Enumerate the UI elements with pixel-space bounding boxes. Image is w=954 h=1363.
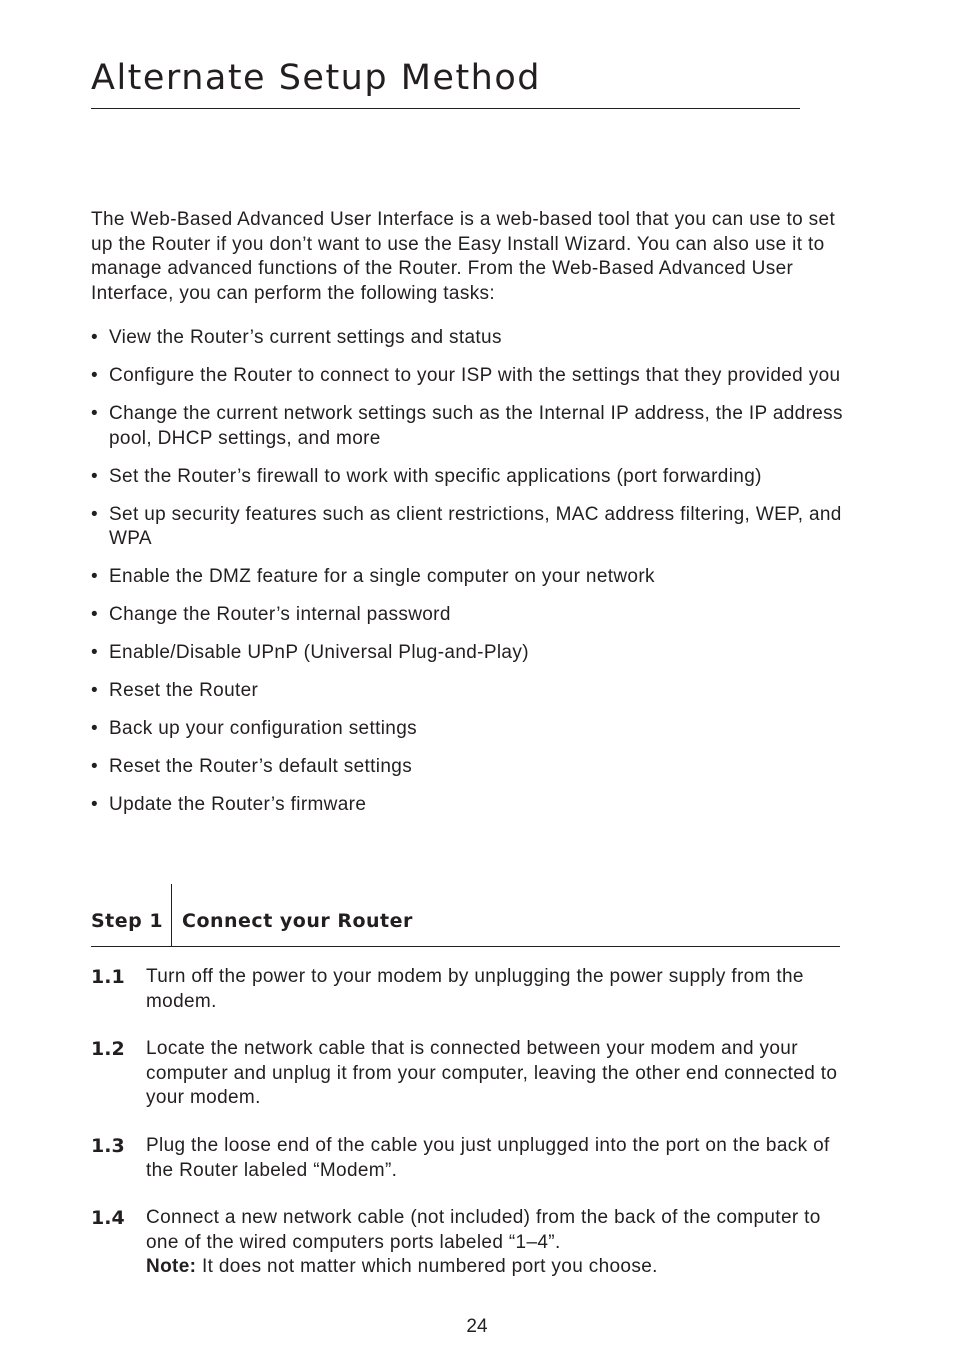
bullet-icon: • <box>91 566 99 587</box>
step-divider <box>171 884 172 946</box>
list-item <box>91 793 851 818</box>
list-item <box>91 717 851 742</box>
bullet-icon: • <box>91 756 99 777</box>
list-item-text: Back up your configuration settings <box>109 718 417 739</box>
page-title: Alternate Setup Method <box>91 58 541 98</box>
page-number: 24 <box>466 1316 488 1337</box>
step-underline <box>91 946 840 947</box>
substep <box>91 1037 851 1111</box>
list-item-text: Enable the DMZ feature for a single computer on your network <box>109 566 655 587</box>
bullet-icon: • <box>91 403 99 424</box>
substep <box>91 1206 851 1280</box>
list-item <box>91 402 851 451</box>
substep-text: Connect a new network cable (not included) from the back of the computer to one of the wired computers ports labeled “1–4”. <box>146 1207 821 1253</box>
note-label: Note: <box>146 1256 197 1277</box>
bullet-icon: • <box>91 794 99 815</box>
list-item <box>91 503 851 552</box>
task-list <box>91 326 851 831</box>
list-item <box>91 326 851 351</box>
list-item <box>91 679 851 704</box>
list-item-text: View the Router’s current settings and status <box>109 327 502 348</box>
list-item <box>91 465 851 490</box>
list-item-text: Change the current network settings such as the Internal IP address, the IP address pool, DHCP settings, and more <box>109 403 843 449</box>
substep <box>91 1134 851 1183</box>
bullet-icon: • <box>91 680 99 701</box>
list-item-text: Set up security features such as client restrictions, MAC address filtering, WEP, and WPA <box>109 503 842 549</box>
substep-text: Locate the network cable that is connected between your modem and your computer and unplug it from your computer, leaving the other end connected to your modem. <box>146 1038 838 1108</box>
list-item <box>91 641 851 666</box>
bullet-icon: • <box>91 718 99 739</box>
list-item-text: Set the Router’s firewall to work with specific applications (port forwarding) <box>109 465 762 487</box>
list-item-text: Update the Router’s firmware <box>109 794 367 815</box>
bullet-icon: • <box>91 642 99 663</box>
list-item-text: Reset the Router’s default settings <box>109 756 413 777</box>
title-underline <box>91 108 800 109</box>
note-text: It does not matter which numbered port you choose. <box>196 1256 658 1277</box>
substep-number: 1.1 <box>91 966 125 988</box>
substep-text: Plug the loose end of the cable you just unplugged into the port on the back of the Router labeled “Modem”. <box>146 1135 830 1181</box>
step-label: Step 1 <box>91 910 164 932</box>
list-item-text: Reset the Router <box>109 680 259 701</box>
substep-number: 1.4 <box>91 1207 125 1229</box>
bullet-icon: • <box>91 365 99 386</box>
list-item <box>91 603 851 628</box>
list-item-text: Configure the Router to connect to your ISP with the settings that they provided you <box>109 365 841 386</box>
substep-number: 1.3 <box>91 1135 125 1157</box>
substep <box>91 965 851 1014</box>
bullet-icon: • <box>91 465 99 487</box>
substep-text: Turn off the power to your modem by unplugging the power supply from the modem. <box>146 966 804 1012</box>
substep-number: 1.2 <box>91 1038 125 1060</box>
list-item-text: Enable/Disable UPnP (Universal Plug-and-Play) <box>109 642 529 663</box>
intro-paragraph: The Web-Based Advanced User Interface is a web-based tool that you can use to set up the Router if you don’t want to use the Easy Install Wizard. You can also use it to manage advanced functions of the Router. From the Web-Based Advanced User Interface, you can perform the following tasks: <box>91 209 836 304</box>
list-item-text: Change the Router’s internal password <box>109 604 451 625</box>
bullet-icon: • <box>91 503 99 525</box>
bullet-icon: • <box>91 604 99 625</box>
list-item <box>91 364 851 389</box>
list-item <box>91 755 851 780</box>
list-item <box>91 565 851 590</box>
bullet-icon: • <box>91 327 99 348</box>
step-title: Connect your Router <box>182 910 413 932</box>
substep-text-block <box>146 1206 851 1280</box>
